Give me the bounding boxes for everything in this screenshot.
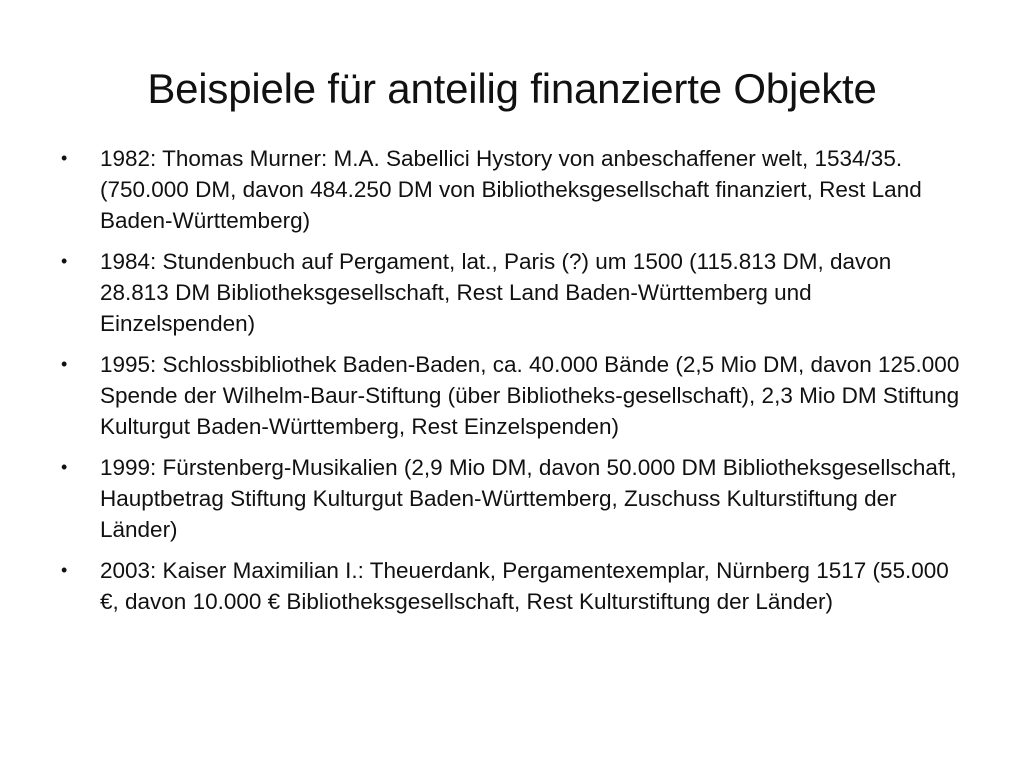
bullet-icon: •: [61, 148, 68, 168]
slide-title: Beispiele für anteilig finanzierte Objekte: [147, 65, 877, 112]
bullet-icon: •: [61, 560, 68, 580]
bullet-list: [55, 143, 960, 627]
bullet-icon: •: [61, 354, 68, 374]
list-item: [55, 246, 960, 339]
bullet-icon: •: [61, 251, 68, 271]
list-item-text: 1982: Thomas Murner: M.A. Sabellici Hystory von anbeschaffener welt, 1534/35. (750.000 DM, davon 484.250 DM von Bibliotheksgesellschaft finanziert, Rest Land Baden-Württemberg): [100, 146, 922, 233]
list-item: [55, 143, 960, 236]
list-item-text: 1999: Fürstenberg-Musikalien (2,9 Mio DM, davon 50.000 DM Bibliotheksgesellschaft, Hauptbetrag Stiftung Kulturgut Baden-Württemberg, Zuschuss Kulturstiftung der Länder): [100, 455, 957, 542]
list-item: [55, 555, 960, 617]
list-item-text: 2003: Kaiser Maximilian I.: Theuerdank, Pergamentexemplar, Nürnberg 1517 (55.000 €, davon 10.000 € Bibliotheksgesellschaft, Rest Kulturstiftung der Länder): [100, 558, 949, 614]
list-item-text: 1984: Stundenbuch auf Pergament, lat., Paris (?) um 1500 (115.813 DM, davon 28.813 DM Bibliotheksgesellschaft, Rest Land Baden-Württemberg und Einzelspenden): [100, 249, 892, 336]
list-item: [55, 349, 960, 442]
list-item: [55, 452, 960, 545]
list-item-text: 1995: Schlossbibliothek Baden-Baden, ca. 40.000 Bände (2,5 Mio DM, davon 125.000 Spende der Wilhelm-Baur-Stiftung (über Bibliotheks-gesellschaft), 2,3 Mio DM Stiftung Kulturgut Baden-Württemberg, Rest Einzelspenden): [100, 352, 960, 439]
bullet-icon: •: [61, 457, 68, 477]
